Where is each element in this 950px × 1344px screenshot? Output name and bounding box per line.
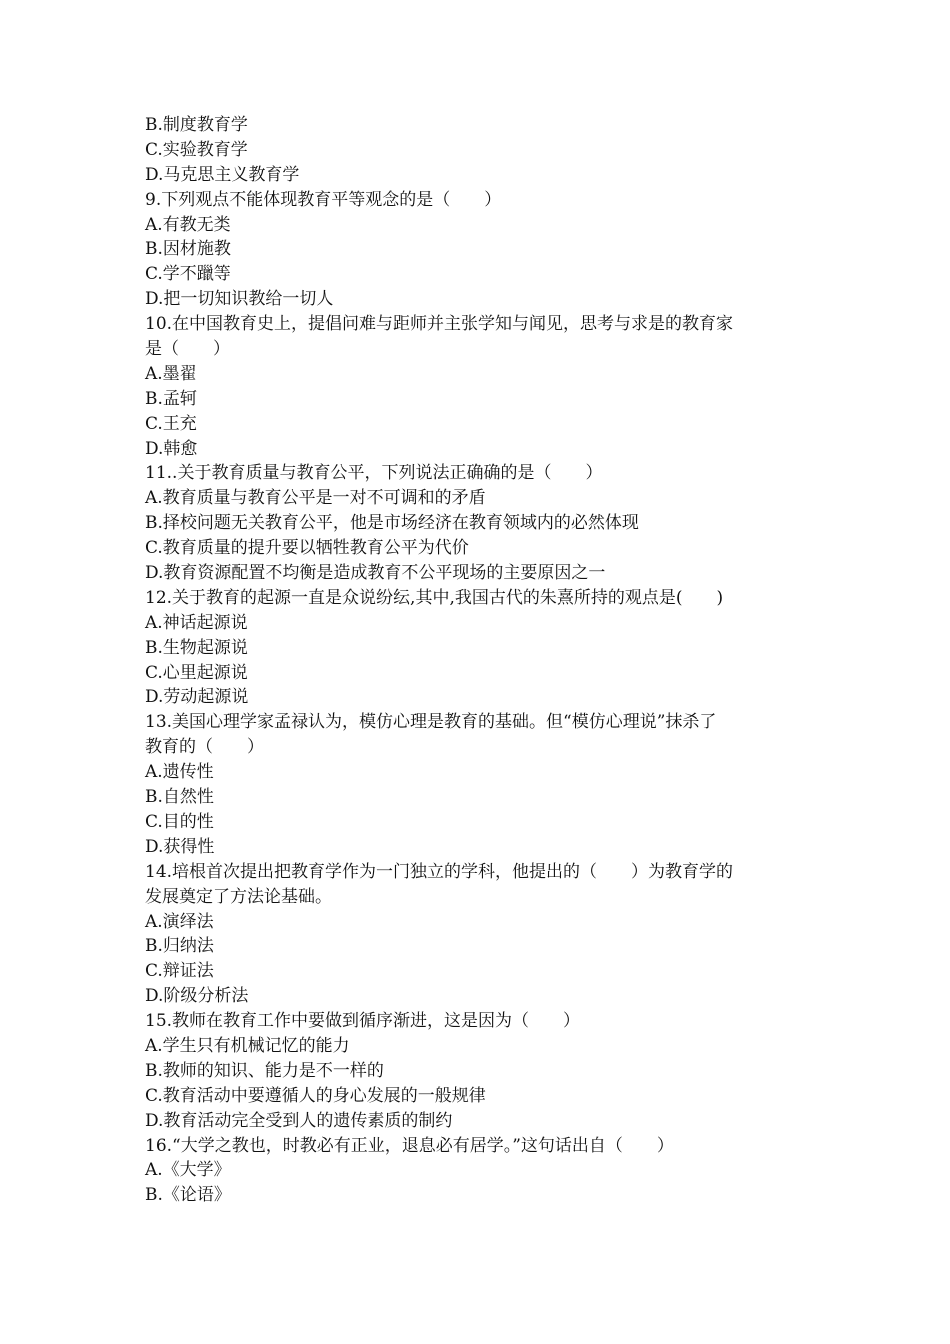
option-line: A.《大学》 <box>145 1160 231 1181</box>
option-line: D.教育活动完全受到人的遗传素质的制约 <box>145 1110 453 1131</box>
option-line: C.心里起源说 <box>145 662 248 683</box>
option-line: B.归纳法 <box>145 936 214 957</box>
option-line: D.把一切知识教给一切人 <box>145 289 334 310</box>
option-line: D.马克思主义教育学 <box>145 164 300 185</box>
option-line: B.《论语》 <box>145 1185 231 1206</box>
option-line: A.墨翟 <box>145 363 197 384</box>
option-line: A.神话起源说 <box>145 612 248 633</box>
option-line: C.教育活动中要遵循人的身心发展的一般规律 <box>145 1085 486 1106</box>
option-line: D.劳动起源说 <box>145 687 249 708</box>
option-line: D.教育资源配置不均衡是造成教育不公平现场的主要原因之一 <box>145 563 606 584</box>
option-line: B.自然性 <box>145 787 214 808</box>
option-line: B.教师的知识、能力是不一样的 <box>145 1060 384 1081</box>
question-14: 14.培根首次提出把教育学作为一门独立的学科，他提出的（ ）为教育学的 <box>145 861 734 882</box>
option-line: D.韩愈 <box>145 438 198 459</box>
question-15: 15.教师在教育工作中要做到循序渐进，这是因为（ ） <box>145 1011 581 1032</box>
question-16: 16.“大学之教也，时教必有正业，退息必有居学。”这句话出自（ ） <box>145 1135 674 1156</box>
option-line: C.目的性 <box>145 811 214 832</box>
option-line: C.学不躐等 <box>145 264 231 285</box>
question-14-continued: 发展奠定了方法论基础。 <box>145 886 332 907</box>
question-9: 9.下列观点不能体现教育平等观念的是（ ） <box>145 189 502 210</box>
option-line: A.有教无类 <box>145 214 231 235</box>
question-13-continued: 教育的（ ） <box>145 737 264 758</box>
option-line: B.因材施教 <box>145 239 231 260</box>
question-text-block <box>145 113 815 1208</box>
option-line: A.学生只有机械记忆的能力 <box>145 1035 350 1056</box>
question-12: 12.关于教育的起源一直是众说纷纭,其中,我国古代的朱熹所持的观点是( ) <box>145 587 724 608</box>
option-line: A.遗传性 <box>145 762 214 783</box>
option-line: C.辩证法 <box>145 961 214 982</box>
option-line: B.择校问题无关教育公平，他是市场经济在教育领域内的必然体现 <box>145 513 639 534</box>
option-line: D.阶级分析法 <box>145 986 249 1007</box>
question-10: 10.在中国教育史上，提倡问难与距师并主张学知与闻见，思考与求是的教育家 <box>145 314 734 335</box>
option-line: C.实验教育学 <box>145 139 248 160</box>
option-line: D.获得性 <box>145 836 215 857</box>
option-line: C.王充 <box>145 413 197 434</box>
question-13: 13.美国心理学家孟禄认为，模仿心理是教育的基础。但“模仿心理说”抹杀了 <box>145 712 717 733</box>
option-line: C.教育质量的提升要以牺牲教育公平为代价 <box>145 538 469 559</box>
option-line: B.孟轲 <box>145 388 197 409</box>
question-11: 11..关于教育质量与教育公平，下列说法正确确的是（ ） <box>145 463 603 484</box>
question-10-continued: 是（ ） <box>145 339 230 360</box>
option-line: B.生物起源说 <box>145 637 248 658</box>
option-line: A.教育质量与教育公平是一对不可调和的矛盾 <box>145 488 486 509</box>
option-line: B.制度教育学 <box>145 115 248 135</box>
option-line: A.演绎法 <box>145 911 214 932</box>
